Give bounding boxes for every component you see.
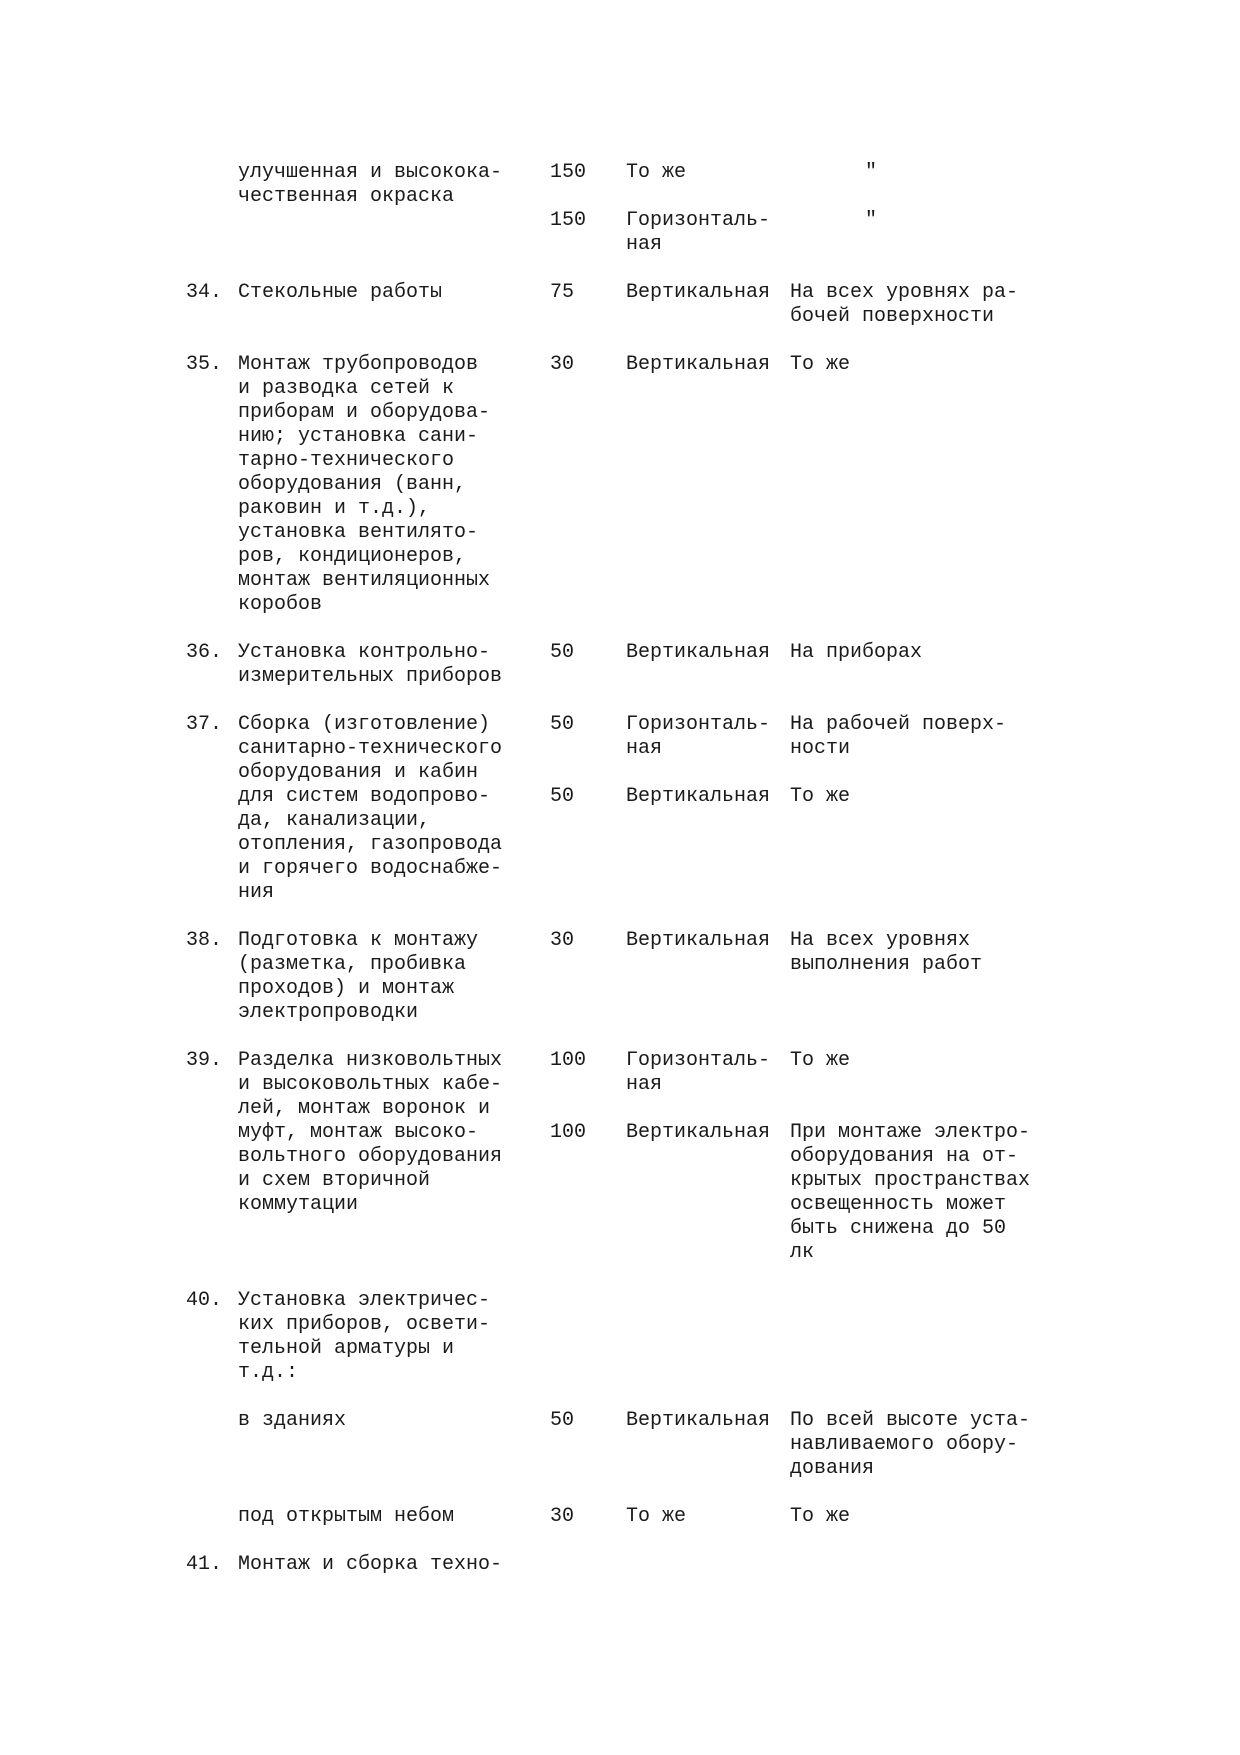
row-39-text-0: 39. [186,1049,223,1072]
row-33-sub-horizontal-text-0: 150 [550,209,587,232]
row-37-text-7: ности [790,737,851,760]
row-35-text-6: приборам и оборудова- [238,401,491,424]
row-35-text-1: Монтаж трубопроводов [238,353,479,376]
row-39-text-12: вольтного оборудования [238,1145,503,1168]
row-40-outdoors-text-2: То же [626,1505,687,1528]
row-37-text-8: оборудования и кабин [238,761,479,784]
row-39-text-14: и схем вторичной [238,1169,431,1192]
row-35-text-0: 35. [186,353,223,376]
row-37-text-4: На рабочей поверх- [790,713,1007,736]
row-39-text-8: муфт, монтаж высоко- [238,1121,479,1144]
row-40-text-4: т.д.: [238,1361,299,1384]
row-40-in-buildings-text-2: Вертикальная [626,1409,771,1432]
row-36-text-2: 50 [550,641,575,664]
row-40-in-buildings-text-5: дования [790,1457,875,1480]
row-40-text-3: тельной арматуры и [238,1337,455,1360]
row-35-text-7: нию; установка сани- [238,425,479,448]
row-38-text-4: На всех уровнях [790,929,971,952]
row-38-text-6: выполнения работ [790,953,983,976]
row-37-text-13: да, канализации, [238,809,431,832]
row-33-line-1-text-2: То же [626,161,687,184]
row-34-text-2: 75 [550,281,575,304]
row-40-in-buildings-text-4: навливаемого обору- [790,1433,1019,1456]
row-37-text-11: Вертикальная [626,785,771,808]
row-35-text-10: раковин и т.д.), [238,497,431,520]
row-37-text-0: 37. [186,713,223,736]
row-36-text-1: Установка контрольно- [238,641,491,664]
row-40-text-1: Установка электричес- [238,1289,491,1312]
row-34-text-5: бочей поверхности [790,305,995,328]
row-36-text-0: 36. [186,641,223,664]
row-39-text-1: Разделка низковольтных [238,1049,503,1072]
row-37-text-15: и горячего водоснабже- [238,857,503,880]
row-35-text-9: оборудования (ванн, [238,473,467,496]
row-35-text-14: коробов [238,593,323,616]
row-35-text-12: ров, кондиционеров, [238,545,467,568]
row-38-text-3: Вертикальная [626,929,771,952]
row-33-sub-horizontal-text-1: Горизонталь- [626,209,771,232]
row-39-text-16: коммутации [238,1193,359,1216]
row-39-text-3: Горизонталь- [626,1049,771,1072]
row-39-text-6: ная [626,1073,663,1096]
row-37-text-3: Горизонталь- [626,713,771,736]
row-37-text-5: санитарно-технического [238,737,503,760]
row-35-text-5: и разводка сетей к [238,377,455,400]
row-35-text-2: 30 [550,353,575,376]
row-39-text-11: При монтаже электро- [790,1121,1031,1144]
row-40-outdoors-text-0: под открытым небом [238,1505,455,1528]
row-34-text-4: На всех уровнях ра- [790,281,1019,304]
row-37-text-12: То же [790,785,851,808]
row-35-text-11: установка вентилято- [238,521,479,544]
row-40-outdoors-text-1: 30 [550,1505,575,1528]
row-39-text-15: крытых пространствах [790,1169,1031,1192]
row-40-text-2: ких приборов, освети- [238,1313,491,1336]
row-39-text-18: быть снижена до 50 [790,1217,1007,1240]
row-39-text-13: оборудования на от- [790,1145,1019,1168]
row-37-text-14: отопления, газопровода [238,833,503,856]
row-39-text-17: освещенность может [790,1193,1007,1216]
row-37-text-16: ния [238,881,275,904]
row-41-text-0: 41. [186,1553,223,1576]
row-40-outdoors-text-3: То же [790,1505,851,1528]
row-33-sub-horizontal-text-3: ная [626,233,663,256]
row-40-in-buildings-text-0: в зданиях [238,1409,347,1432]
row-34-text-3: Вертикальная [626,281,771,304]
row-39-text-9: 100 [550,1121,587,1144]
row-37-text-9: для систем водопрово- [238,785,491,808]
row-39-text-2: 100 [550,1049,587,1072]
row-39-text-7: лей, монтаж воронок и [238,1097,491,1120]
row-35-text-8: тарно-технического [238,449,455,472]
row-40-in-buildings-text-1: 50 [550,1409,575,1432]
row-39-text-5: и высоковольтных кабе- [238,1073,503,1096]
row-34-text-0: 34. [186,281,223,304]
row-40-in-buildings-text-3: По всей высоте уста- [790,1409,1031,1432]
row-39-text-19: лк [790,1241,815,1264]
row-38-text-0: 38. [186,929,223,952]
row-35-text-13: монтаж вентиляционных [238,569,491,592]
row-35-text-3: Вертикальная [626,353,771,376]
row-33-line-1-text-0: улучшенная и высокока- [238,161,503,184]
row-37-text-2: 50 [550,713,575,736]
row-33-line-2-text-0: чественная окраска [238,185,455,208]
row-33-line-1-text-1: 150 [550,161,587,184]
row-34-text-1: Стекольные работы [238,281,443,304]
row-36-text-3: Вертикальная [626,641,771,664]
row-33-sub-horizontal-text-2: " [865,209,878,232]
row-38-text-8: электропроводки [238,1001,419,1024]
row-40-text-0: 40. [186,1289,223,1312]
row-37-text-6: ная [626,737,663,760]
row-37-text-1: Сборка (изготовление) [238,713,491,736]
row-39-text-10: Вертикальная [626,1121,771,1144]
row-38-text-1: Подготовка к монтажу [238,929,479,952]
row-35-text-4: То же [790,353,851,376]
row-37-text-10: 50 [550,785,575,808]
row-39-text-4: То же [790,1049,851,1072]
row-36-text-4: На приборах [790,641,923,664]
row-36-text-5: измерительных приборов [238,665,503,688]
row-41-text-1: Монтаж и сборка техно- [238,1553,503,1576]
row-33-line-1-text-3: " [865,161,878,184]
row-38-text-2: 30 [550,929,575,952]
row-38-text-7: проходов) и монтаж [238,977,455,1000]
row-38-text-5: (разметка, пробивка [238,953,467,976]
